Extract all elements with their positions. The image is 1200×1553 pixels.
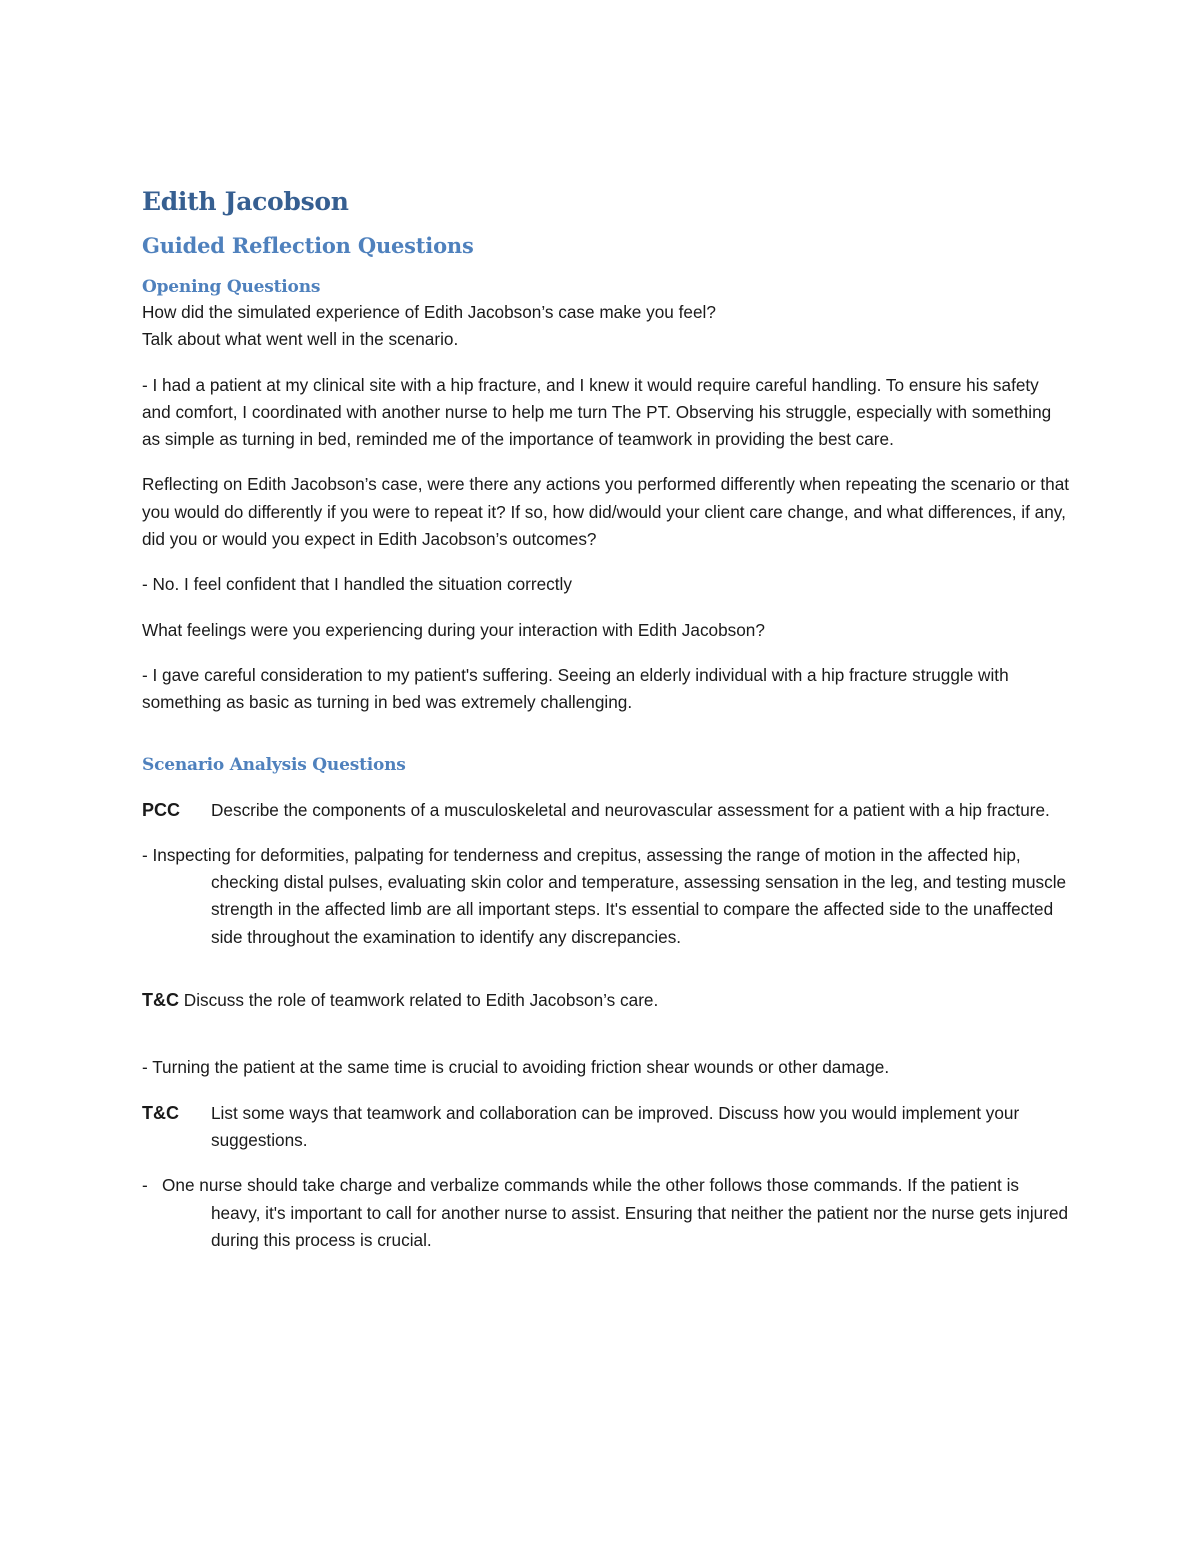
pcc-question-text: Describe the components of a musculoskeletal and neurovascular assessment for a patient with a hip fracture. (211, 799, 1050, 820)
spacer (142, 777, 1072, 797)
tc2-question-text: List some ways that teamwork and collaboration can be improved. Discuss how you would implement your suggestions. (211, 1102, 1020, 1150)
tc2-question (142, 1100, 1072, 1155)
tc2-answer: - One nurse should take charge and verbalize commands while the other follows those commands. If the patient is heavy, it's important to call for another nurse to assist. Ensuring that neither the patient nor the nurse gets injured during this process is crucial. (142, 1175, 1073, 1250)
opening-questions-heading: Opening Questions (142, 277, 321, 297)
document-body (142, 186, 1072, 1254)
document-subtitle: Guided Reflection Questions (142, 233, 474, 258)
spacer (142, 824, 1072, 842)
pcc-tag: PCC (142, 799, 181, 820)
tc2-tag: T&C (142, 1102, 179, 1123)
spacer (142, 1082, 1072, 1100)
spacer (142, 717, 1072, 753)
spacer (142, 1014, 1072, 1054)
spacer (142, 553, 1072, 571)
spacer (142, 951, 1072, 987)
document-title: Edith Jacobson (142, 187, 349, 216)
spacer (142, 1154, 1072, 1172)
pcc-question (142, 797, 1072, 824)
question-reflecting: Reflecting on Edith Jacobson’s case, were there any actions you performed differently when repeating the scenario or that you would do differently if you were to repeat it? If so, how did/would your client care change, and what differences, if any, did you or would you expect in Edith Jacobson’s outcomes? (142, 474, 1070, 550)
pcc-answer: - Inspecting for deformities, palpating for tenderness and crepitus, assessing the range of motion in the affected hip, checking distal pulses, evaluating skin color and temperature, assessing sensation in the leg, and testing muscle strength in the affected limb are all important steps. It's essential to compare the affected side to the unaffected side throughout the examination to identify any discrepancies. (142, 844, 1067, 947)
answer-went-well: - I had a patient at my clinical site with a hip fracture, and I knew it would require careful handling. To ensure his safety and comfort, I coordinated with another nurse to help me turn The PT. Observing his struggle, especially with something as simple as turning in bed, reminded me of the importance of teamwork in providing the best care. (142, 374, 1052, 450)
opening-question-went-well: Talk about what went well in the scenario. (142, 329, 459, 350)
spacer (142, 599, 1072, 617)
answer-reflecting: - No. I feel confident that I handled the situation correctly (142, 574, 572, 595)
tc1-tag: T&C (142, 990, 179, 1011)
answer-feelings: - I gave careful consideration to my patient's suffering. Seeing an elderly individual with a hip fracture struggle with something as basic as turning in bed was extremely challenging. (142, 664, 1009, 713)
spacer (142, 354, 1072, 372)
tc1-question-text: Discuss the role of teamwork related to Edith Jacobson’s care. (179, 990, 659, 1011)
scenario-analysis-heading: Scenario Analysis Questions (142, 754, 406, 775)
tc1-question (142, 987, 1072, 1014)
question-feelings: What feelings were you experiencing during your interaction with Edith Jacobson? (142, 619, 765, 640)
tc1-answer: - Turning the patient at the same time is crucial to avoiding friction shear wounds or other damage. (142, 1057, 890, 1078)
spacer (142, 453, 1072, 471)
opening-question-feel: How did the simulated experience of Edith Jacobson’s case make you feel? (142, 302, 716, 322)
spacer (142, 644, 1072, 662)
